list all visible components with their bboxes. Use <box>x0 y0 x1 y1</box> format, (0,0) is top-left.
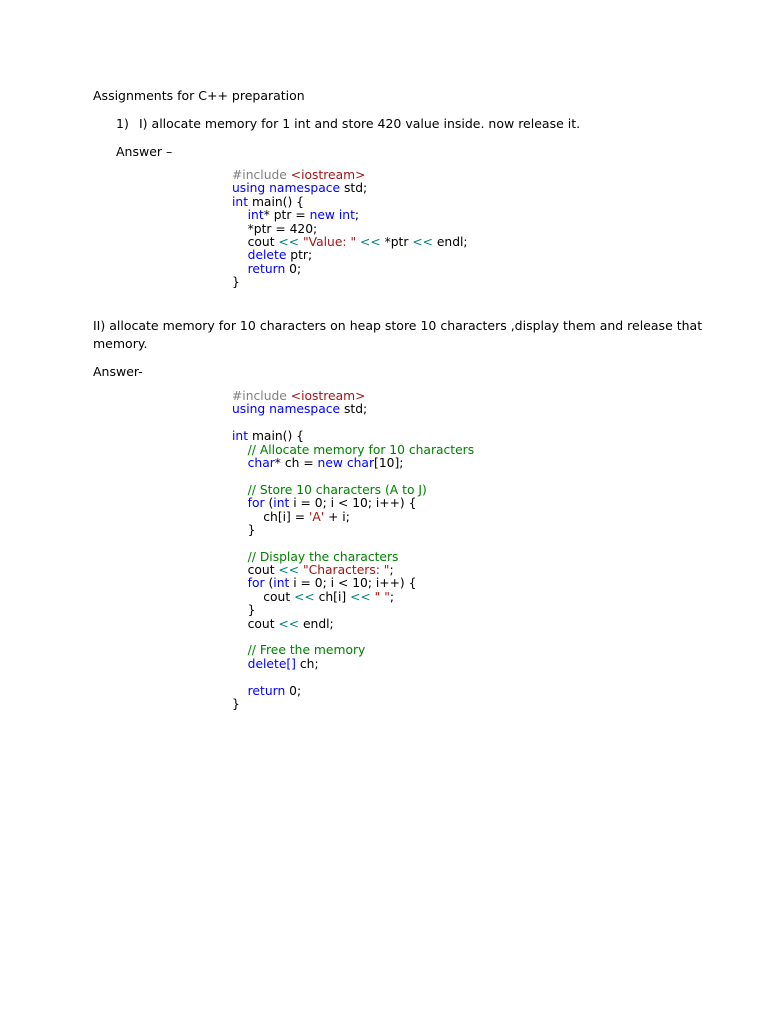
code-token <box>232 456 248 470</box>
code-token <box>232 483 248 497</box>
code-token: return <box>247 261 286 276</box>
code-token: " " <box>374 589 390 604</box>
code-line <box>232 551 474 564</box>
code-token: ( <box>264 496 274 511</box>
question-2-text-line-2: memory. <box>93 336 148 351</box>
code-line <box>232 457 474 470</box>
code-token: for <box>247 496 265 511</box>
code-token: for <box>247 576 265 591</box>
code-token: <iostream> <box>290 389 366 403</box>
code-token <box>232 496 248 510</box>
code-token: int <box>247 208 264 223</box>
code-token: i = 0; i < 10; i++) { <box>289 496 417 511</box>
code-token: new int <box>309 208 355 223</box>
code-token: } <box>232 275 240 290</box>
code-token: ptr; <box>286 248 313 263</box>
code-token: ch; <box>295 656 319 671</box>
code-line <box>232 524 474 537</box>
code-token: "Value: " <box>302 234 357 249</box>
code-token: cout <box>232 563 279 578</box>
code-line <box>232 698 474 711</box>
code-token: } <box>232 522 256 537</box>
document-title: Assignments for C++ preparation <box>93 88 305 103</box>
code-token: new char <box>317 455 375 470</box>
code-token: * ptr = <box>263 208 310 223</box>
code-line <box>232 685 474 698</box>
code-line <box>232 182 468 195</box>
code-token: << <box>278 234 300 249</box>
code-line <box>232 390 474 403</box>
code-token: ; <box>389 589 395 604</box>
code-token: << <box>278 563 300 578</box>
code-line <box>232 169 468 182</box>
code-token: << <box>294 589 315 604</box>
code-token: } <box>232 696 240 711</box>
code-token: ( <box>264 576 274 591</box>
code-token: return <box>247 683 286 698</box>
code-token: delete[] <box>247 656 296 671</box>
code-token <box>232 443 248 457</box>
code-block-1 <box>232 169 468 290</box>
code-token: [10]; <box>374 455 404 470</box>
code-token: main() { <box>248 194 305 209</box>
code-token: <iostream> <box>290 168 366 182</box>
code-line <box>232 497 474 510</box>
code-line <box>232 511 474 524</box>
answer-1-label: Answer – <box>116 144 173 159</box>
code-token: ; <box>389 563 394 578</box>
code-token: int <box>232 194 249 209</box>
code-line <box>232 564 474 577</box>
code-token <box>232 576 248 590</box>
code-token: int <box>273 496 290 511</box>
code-token: *ptr = 420; <box>232 221 318 236</box>
code-token: int <box>273 576 290 591</box>
code-token: using namespace <box>232 181 341 196</box>
code-line <box>232 658 474 671</box>
code-token: + i; <box>324 509 350 524</box>
code-token: cout <box>232 616 279 631</box>
code-token: *ptr <box>380 234 413 249</box>
code-token: // Free the memory <box>247 643 366 658</box>
code-line <box>232 196 468 209</box>
code-token: i = 0; i < 10; i++) { <box>289 576 417 591</box>
code-line <box>232 444 474 457</box>
code-line <box>232 644 474 657</box>
code-token: 'A' <box>308 509 325 524</box>
code-line <box>232 249 468 262</box>
code-token: * ch = <box>274 455 318 470</box>
code-block-2 <box>232 390 474 711</box>
code-line <box>232 470 474 483</box>
code-line <box>232 618 474 631</box>
code-line <box>232 263 468 276</box>
code-line <box>232 631 474 644</box>
code-token: std; <box>340 402 368 417</box>
code-token: // Allocate memory for 10 characters <box>247 442 475 457</box>
question-1-number: 1) <box>116 116 129 131</box>
code-line <box>232 484 474 497</box>
code-token: // Store 10 characters (A to J) <box>247 482 427 497</box>
code-token: 0; <box>285 683 302 698</box>
code-token: int <box>232 429 249 444</box>
code-token: 0; <box>285 261 302 276</box>
code-token <box>232 684 248 698</box>
code-token <box>232 657 248 671</box>
code-line <box>232 577 474 590</box>
code-token <box>232 550 248 564</box>
code-line <box>232 604 474 617</box>
code-token: std; <box>340 181 368 196</box>
code-token <box>232 248 248 262</box>
code-token: delete <box>247 248 287 263</box>
code-token <box>232 208 248 222</box>
answer-2-label: Answer- <box>93 364 143 379</box>
code-token: #include <box>232 389 291 403</box>
code-token: cout <box>232 234 279 249</box>
code-line <box>232 430 474 443</box>
code-line <box>232 223 468 236</box>
code-line <box>232 276 468 289</box>
code-line <box>232 417 474 430</box>
code-line <box>232 671 474 684</box>
code-token: char <box>247 455 275 470</box>
code-token: << <box>412 234 433 249</box>
code-token: main() { <box>248 429 305 444</box>
code-token: ch[i] <box>314 589 351 604</box>
code-token: << <box>278 616 300 631</box>
code-token: using namespace <box>232 402 341 417</box>
code-token: "Characters: " <box>302 563 390 578</box>
code-token: ; <box>354 208 360 223</box>
code-token: << <box>350 589 371 604</box>
code-token: ch[i] = <box>232 509 309 524</box>
code-token <box>232 643 248 657</box>
code-line <box>232 236 468 249</box>
code-line <box>232 209 468 222</box>
code-token: cout <box>232 589 295 604</box>
code-token: endl; <box>299 616 334 631</box>
code-line <box>232 537 474 550</box>
code-line <box>232 403 474 416</box>
code-token: // Display the characters <box>247 549 399 564</box>
question-1-text: I) allocate memory for 1 int and store 420 value inside. now release it. <box>139 116 581 131</box>
code-token: } <box>232 603 256 618</box>
code-token <box>232 262 248 276</box>
code-line <box>232 591 474 604</box>
code-token: endl; <box>432 234 468 249</box>
question-2-text-line-1: II) allocate memory for 10 characters on heap store 10 characters ,display them and release that <box>93 318 703 333</box>
code-token: #include <box>232 168 291 182</box>
code-token: << <box>360 234 381 249</box>
